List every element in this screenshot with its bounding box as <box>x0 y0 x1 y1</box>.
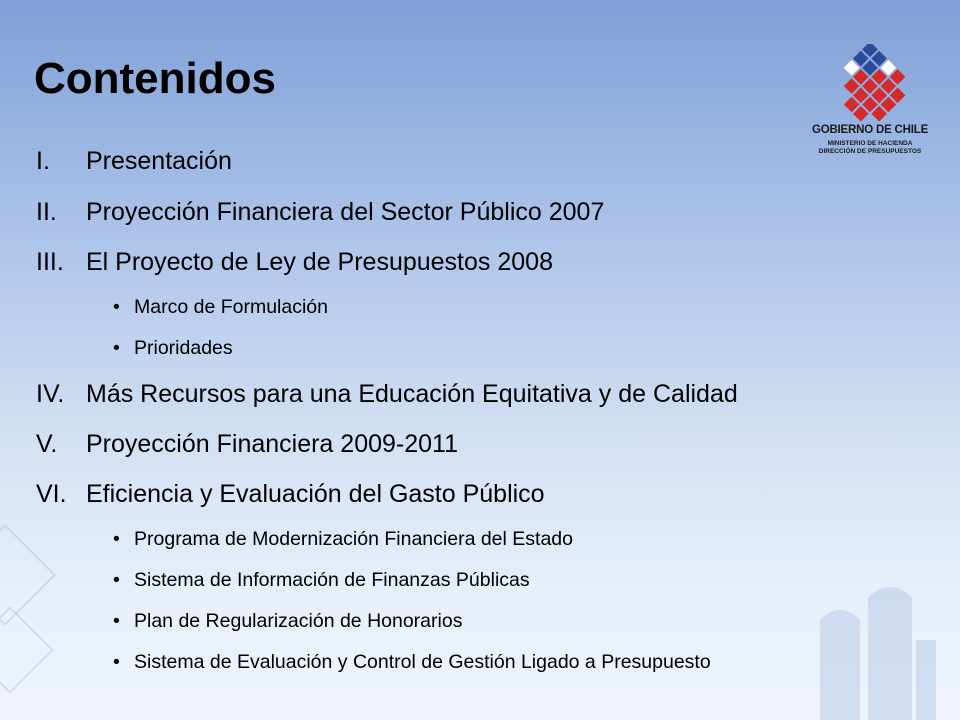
item-text: Proyección Financiera 2009-2011 <box>86 430 458 458</box>
sub-item-text: Sistema de Información de Finanzas Públicas <box>134 569 530 591</box>
item-number: III. <box>36 248 64 276</box>
sub-item-text: Plan de Regularización de Honorarios <box>134 610 463 632</box>
item-number: II. <box>36 198 57 226</box>
item-text: Más Recursos para una Educación Equitativa y de Calidad <box>86 380 738 408</box>
item-number: VI. <box>36 480 67 508</box>
sub-item-text: Marco de Formulación <box>134 296 328 318</box>
item-text: Presentación <box>86 147 232 175</box>
item-text: Eficiencia y Evaluación del Gasto Público <box>86 480 545 508</box>
sub-item-text: Sistema de Evaluación y Control de Gestión Ligado a Presupuesto <box>134 651 711 673</box>
bullet-icon: • <box>113 569 120 591</box>
bullet-icon: • <box>113 651 120 673</box>
item-text: Proyección Financiera del Sector Público 2007 <box>86 198 605 226</box>
bullet-icon: • <box>113 337 120 359</box>
bullet-icon: • <box>113 528 120 550</box>
item-number: V. <box>36 430 58 458</box>
item-text: El Proyecto de Ley de Presupuestos 2008 <box>86 248 553 276</box>
sub-item-text: Prioridades <box>134 337 233 359</box>
logo-subtitle-direction: DIRECCIÓN DE PRESUPUESTOS <box>818 148 922 155</box>
background-watermark <box>0 480 960 720</box>
bullet-icon: • <box>113 296 120 318</box>
logo-title: GOBIERNO DE CHILE <box>811 124 929 136</box>
sub-item-text: Programa de Modernización Financiera del Estado <box>134 528 573 550</box>
item-number: IV. <box>36 380 65 408</box>
item-number: I. <box>36 147 50 175</box>
logo-subtitle-ministry: MINISTERIO DE HACIENDA <box>827 140 913 147</box>
slide-title: Contenidos <box>34 54 276 103</box>
bullet-icon: • <box>113 610 120 632</box>
